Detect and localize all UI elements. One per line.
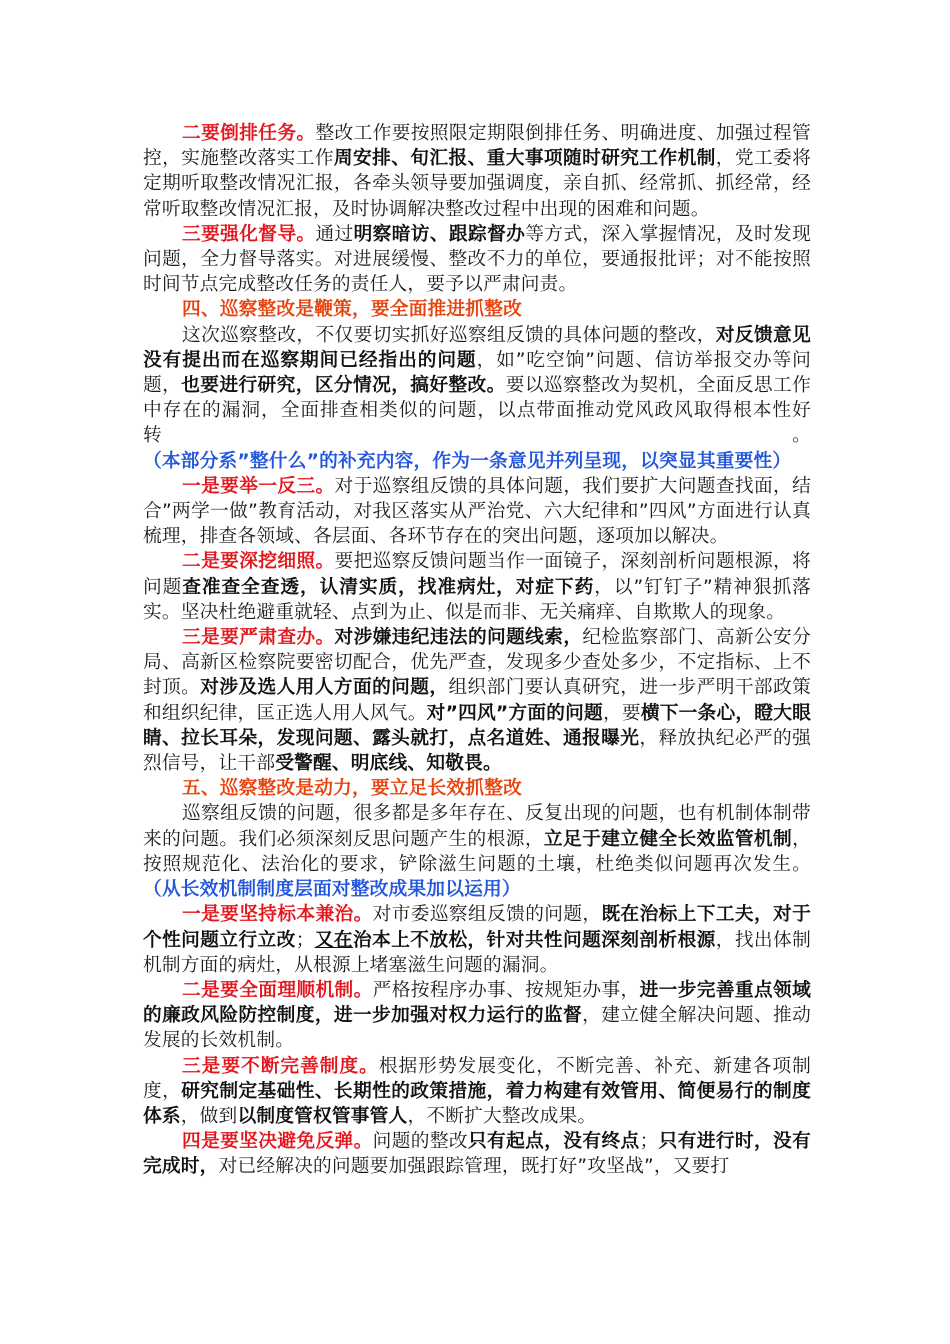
paragraph	[143, 222, 811, 298]
body-text: 等方式，深入掌握情况，及时发现问题，全力督导落实。对进展缓慢、整改不力的单位，要通报批评；对不能按照时间节点完成整改任务的责任人，要予以严肃问责。	[143, 223, 812, 296]
body-text: 四、巡察整改是鞭策，要全面推进抓整改	[182, 299, 522, 321]
body-text: 纪检监察部门、高新公安分局、高新区检察院要密切配合，优先严查，发现多少查处多少，不定指标、上不封顶。	[143, 627, 811, 699]
editor-note: （从长效机制制度层面对整改成果加以运用）	[143, 879, 521, 901]
body-text: 整改工作要按照限定期限倒排任务、明确进度、加强过程管控，实施整改落实工作	[143, 123, 811, 170]
bold-text: 治本上不放松，针对共性问题深刻剖析根源	[353, 929, 716, 951]
body-text: 这次巡察整改，不仅要切实抓好巡察组反馈的具体问题的整改，	[182, 324, 716, 346]
body-text: 对于巡察组反馈的具体问题，我们要扩大问题查找面，结合”两学一做”教育活动，对我区落实从严治党、六大纪律和”四风”方面进行认真梳理，排查各领域、各层面、各环节存在的突出问题，逐项加以解决。	[143, 475, 811, 548]
bold-text: 只有进行时，没有完成时，	[143, 1131, 811, 1178]
bold-text: 也要进行研究，区分情况，搞好整改。	[181, 375, 506, 397]
body-text: ；	[295, 929, 315, 951]
paragraph	[143, 474, 811, 550]
body-text: ，找出体制机制方面的病灶，从根源上堵塞滋生问题的漏洞。	[143, 929, 811, 976]
body-text: ，按照规范化、法治化的要求，铲除滋生问题的土壤，杜绝类似问题再次发生。	[143, 828, 811, 875]
paragraph	[143, 625, 811, 776]
paragraph-lead-heading: 一是要举一反三。	[182, 475, 335, 497]
paragraph-lead-heading: 四是要坚决避免反弹。	[182, 1131, 373, 1153]
paragraph-lead-heading: 三要强化督导。	[182, 223, 316, 245]
body-text: 对已经解决的问题要加强跟踪管理，既打好”攻坚战”，又要打	[218, 1156, 730, 1178]
bold-text: 对”四风”方面的问题	[426, 702, 603, 724]
bold-text: 研究制定基础性、长期性的政策措施，着力构建有效管用、简便易行的制度体系	[143, 1080, 811, 1127]
paragraph	[143, 323, 811, 474]
paragraph	[143, 121, 811, 222]
paragraph-lead-heading: 二要倒排任务。	[182, 123, 316, 144]
bold-text: 明察暗访、跟踪督办	[353, 223, 526, 245]
body-text: 严格按程序办事、按规矩办事，	[372, 979, 640, 1001]
bold-text: 横下一条心，瞪大眼睛、拉长耳朵，发现问题、露头就打，点名道姓、通报曝光	[143, 702, 811, 749]
paragraph	[143, 1129, 811, 1179]
body-text: 组织部门要认真研究，进一步严明干部政策和组织纪律，匡正选人用人风气。	[143, 677, 811, 724]
paragraph	[143, 978, 811, 1054]
body-text: 五、巡察整改是动力，要立足长效抓整改	[182, 778, 522, 800]
body-text: 要把巡察反馈问题当作一面镜子，深刻剖析问题根源，将问题	[143, 551, 811, 598]
bold-text: 进一步完善重点领域的廉政风险防控制度，进一步加强对权力运行的监督	[143, 979, 811, 1027]
paragraph-lead-heading: 一是要坚持标本兼治。	[182, 904, 373, 926]
body-text: 要以巡察整改为契机，全面反思工作中存在的漏洞，全面排查相类似的问题，以点带面推动党风政风取得根本性好转。	[143, 375, 812, 447]
document-body	[143, 121, 811, 1180]
body-text: ，释放执纪必严的强烈信号，让干部	[143, 727, 811, 775]
body-text: 根据形势发展变化，不断完善、补充、新建各项制度，	[143, 1055, 811, 1102]
bold-text: 对涉及选人用人方面的问题，	[200, 677, 449, 699]
body-text: 通过	[315, 223, 354, 245]
body-text: 问题的整改	[372, 1131, 468, 1153]
paragraph	[143, 1054, 811, 1130]
paragraph-lead-heading: 二是要深挖细照。	[182, 551, 335, 573]
body-text: ，以”钉钉子”精神狠抓落实。坚决杜绝避重就轻、点到为止、似是而非、无关痛痒、自欺欺人的现象。	[143, 576, 812, 623]
body-text: ，建立健全解决问题、推动发展的长效机制。	[143, 1005, 811, 1052]
body-text: ，做到	[180, 1105, 238, 1127]
body-text: ，不断扩大整改成果。	[407, 1105, 597, 1127]
editor-note: （本部分系”整什么”的补充内容，作为一条意见并列呈现，以突显其重要性）	[143, 450, 792, 472]
bold-text: 对涉嫌违纪违法的问题线索，	[334, 627, 583, 649]
bold-text: 受警醒、明底线、知敬畏。	[275, 753, 502, 775]
paragraph	[143, 902, 811, 978]
underlined-bold-text: 又在	[314, 929, 354, 951]
body-text: ，党工委将定期听取整改情况汇报，各牵头领导要加强调度，亲自抓、经常抓、抓经常，经常听取整改情况汇报，及时协调解决整改过程中出现的困难和问题。	[143, 148, 812, 220]
bold-text: 只有起点，没有终点	[467, 1131, 640, 1153]
paragraph	[143, 801, 811, 902]
bold-text: 立足于建立健全长效监管机制	[543, 828, 793, 850]
paragraph-lead-heading: 二是要全面理顺机制。	[182, 979, 373, 1001]
section-heading	[143, 776, 811, 801]
bold-text: 对反馈意见没有提出而在巡察期间已经指出的问题	[143, 324, 811, 371]
bold-text: 以制度管权管事管人	[237, 1105, 408, 1127]
bold-text: 查准查全查透，认清实质，找准病灶，对症下药	[182, 576, 595, 598]
body-text: 对市委巡察组反馈的问题，	[372, 904, 602, 926]
paragraph-lead-heading: 三是要不断完善制度。	[182, 1055, 379, 1077]
paragraph	[143, 549, 811, 625]
section-heading	[143, 297, 811, 322]
bold-text: 周安排、旬汇报、重大事项随时研究工作机制	[333, 148, 716, 170]
body-text: ，如”吃空饷”问题、信访举报交办等问题，	[143, 349, 811, 397]
document-page	[143, 121, 811, 1180]
body-text: ，要	[602, 702, 641, 724]
body-text: 巡察组反馈的问题，很多都是多年存在、反复出现的问题，也有机制体制带来的问题。我们必须深刻反思问题产生的根源，	[143, 803, 811, 850]
paragraph-lead-heading: 三是要严肃查办。	[182, 627, 335, 649]
bold-text: 既在治标上下工夫，对于个性问题立行立改	[143, 904, 812, 951]
body-text: ；	[639, 1131, 659, 1153]
